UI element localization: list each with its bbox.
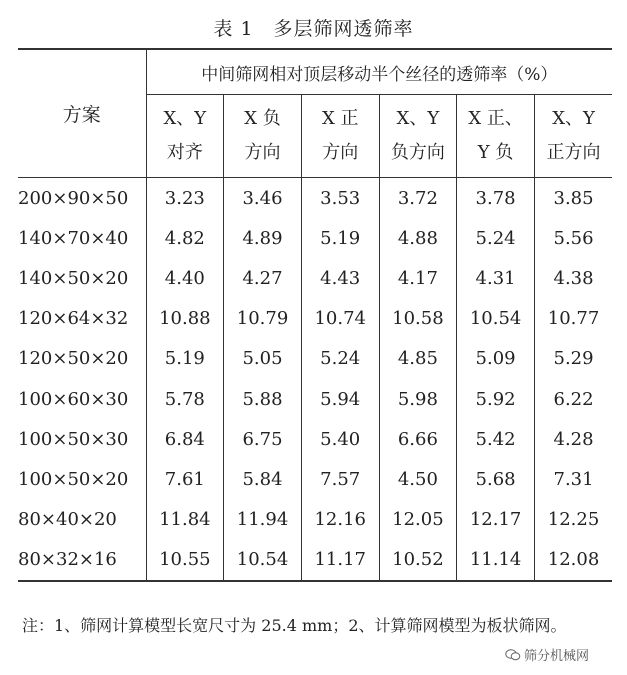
value-cell: 10.55 — [146, 540, 224, 581]
value-cell: 3.85 — [534, 178, 612, 219]
wechat-icon — [505, 649, 521, 661]
table-row — [18, 299, 612, 339]
value-cell: 10.54 — [457, 299, 535, 339]
value-cell: 10.88 — [146, 299, 224, 339]
value-cell: 10.79 — [224, 299, 302, 339]
table-note: 注：1、筛网计算模型长宽尺寸为 25.4 mm；2、计算筛网模型为板状筛网。 — [22, 616, 567, 635]
value-cell: 12.17 — [457, 500, 535, 540]
column-header-line: X、Y — [396, 108, 440, 129]
value-cell: 7.31 — [534, 459, 612, 499]
column-header-line: X 正 — [321, 108, 359, 129]
value-cell: 4.89 — [224, 218, 302, 258]
column-header-line: 方向 — [322, 142, 359, 163]
value-cell: 5.84 — [224, 459, 302, 499]
table-row — [18, 379, 612, 419]
table-row — [18, 540, 612, 581]
value-cell: 4.82 — [146, 218, 224, 258]
value-cell: 11.84 — [146, 500, 224, 540]
value-cell: 11.14 — [457, 540, 535, 581]
value-cell: 10.77 — [534, 299, 612, 339]
value-cell: 5.19 — [146, 339, 224, 379]
value-cell: 5.94 — [301, 379, 379, 419]
column-header — [301, 95, 379, 178]
table-row — [18, 419, 612, 459]
column-header — [379, 95, 457, 178]
value-cell: 10.54 — [224, 540, 302, 581]
scheme-cell: 140×50×20 — [18, 267, 129, 289]
column-header-line: X、Y — [163, 108, 207, 129]
column-header — [457, 95, 535, 178]
table-row — [18, 218, 612, 258]
value-cell: 4.27 — [224, 258, 302, 298]
column-header — [534, 95, 612, 178]
scheme-cell: 120×50×20 — [18, 348, 129, 370]
table-caption: 表 1 多层筛网透筛率 — [213, 18, 414, 40]
value-cell: 3.46 — [224, 178, 302, 219]
value-cell: 5.24 — [301, 339, 379, 379]
value-cell: 5.92 — [457, 379, 535, 419]
table-row — [18, 258, 612, 298]
value-cell: 4.31 — [457, 258, 535, 298]
table-row — [18, 339, 612, 379]
watermark-text: 筛分机械网 — [524, 649, 590, 664]
value-cell: 5.56 — [534, 218, 612, 258]
value-cell: 5.78 — [146, 379, 224, 419]
scheme-cell: 80×40×20 — [18, 509, 117, 531]
scheme-cell: 80×32×16 — [18, 540, 146, 581]
table-row — [18, 459, 612, 499]
value-cell: 7.61 — [146, 459, 224, 499]
column-header-line: 正方向 — [546, 142, 601, 163]
value-cell: 12.16 — [301, 500, 379, 540]
column-header-line: Y 负 — [477, 142, 514, 163]
scheme-cell: 100×60×30 — [18, 388, 129, 410]
scheme-cell: 140×70×40 — [18, 227, 129, 249]
value-cell: 6.66 — [379, 419, 457, 459]
value-cell: 10.52 — [379, 540, 457, 581]
column-header-line: 方向 — [244, 142, 281, 163]
value-cell: 5.05 — [224, 339, 302, 379]
column-header — [146, 95, 224, 178]
value-cell: 5.24 — [457, 218, 535, 258]
value-cell: 12.08 — [534, 540, 612, 581]
value-cell: 10.58 — [379, 299, 457, 339]
value-cell: 5.68 — [457, 459, 535, 499]
value-cell: 7.57 — [301, 459, 379, 499]
column-header-line: 负方向 — [390, 142, 445, 163]
value-cell: 5.09 — [457, 339, 535, 379]
value-cell: 5.98 — [379, 379, 457, 419]
value-cell: 6.22 — [534, 379, 612, 419]
value-cell: 3.53 — [301, 178, 379, 219]
value-cell: 4.28 — [534, 419, 612, 459]
table-row — [18, 500, 612, 540]
value-cell: 3.23 — [146, 178, 224, 219]
value-cell: 5.19 — [301, 218, 379, 258]
value-cell: 4.17 — [379, 258, 457, 298]
table-row — [18, 178, 612, 219]
value-cell: 6.75 — [224, 419, 302, 459]
value-cell: 5.42 — [457, 419, 535, 459]
stub-header: 方案 — [18, 49, 146, 178]
value-cell: 11.17 — [301, 540, 379, 581]
scheme-cell: 100×50×20 — [18, 468, 129, 490]
value-cell: 10.74 — [301, 299, 379, 339]
value-cell: 5.40 — [301, 419, 379, 459]
value-cell: 6.84 — [146, 419, 224, 459]
span-header: 中间筛网相对顶层移动半个丝径的透筛率（%） — [146, 49, 612, 95]
value-cell: 4.50 — [379, 459, 457, 499]
value-cell: 5.29 — [534, 339, 612, 379]
watermark — [505, 645, 589, 664]
value-cell: 12.25 — [534, 500, 612, 540]
value-cell: 4.88 — [379, 218, 457, 258]
value-cell: 4.43 — [301, 258, 379, 298]
value-cell: 12.05 — [379, 500, 457, 540]
value-cell: 5.88 — [224, 379, 302, 419]
column-header — [224, 95, 302, 178]
value-cell: 4.40 — [146, 258, 224, 298]
value-cell: 11.94 — [224, 500, 302, 540]
column-header-line: X 负 — [244, 108, 281, 129]
screen-transmission-table — [18, 48, 612, 582]
value-cell: 4.38 — [534, 258, 612, 298]
column-header-line: 对齐 — [166, 142, 203, 163]
value-cell: 3.72 — [379, 178, 457, 219]
scheme-cell: 100×50×30 — [18, 428, 129, 450]
scheme-cell: 200×90×50 — [18, 187, 129, 209]
scheme-cell: 120×64×32 — [18, 308, 129, 330]
value-cell: 4.85 — [379, 339, 457, 379]
value-cell: 3.78 — [457, 178, 535, 219]
column-header-line: X、Y — [552, 108, 595, 129]
column-header-line: X 正、 — [468, 108, 523, 129]
